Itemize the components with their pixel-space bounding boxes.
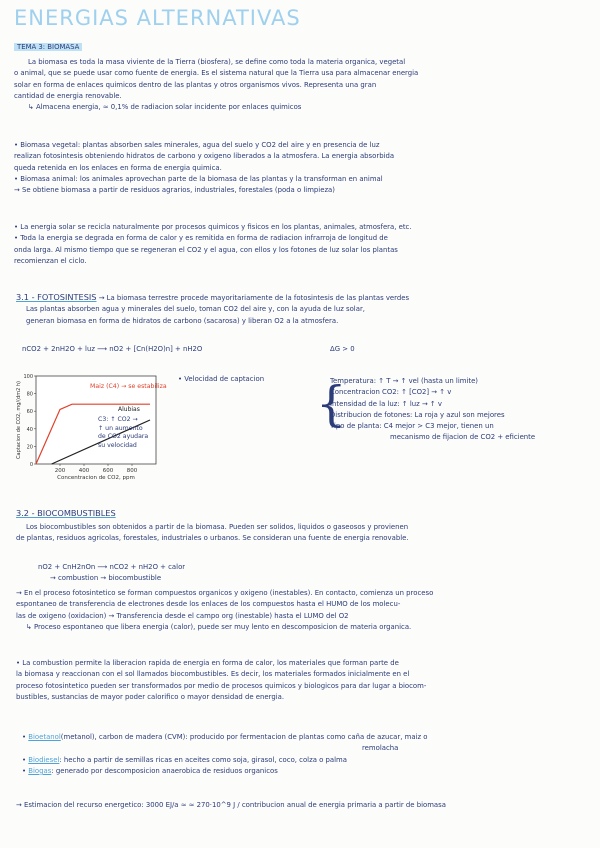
oxidation-paragraph [16,588,592,633]
text-line: ↳ Almacena energia, ≈ 0,1% de radiacion solar incidente por enlaces quimicos [28,103,302,112]
y-tick-label: 60 [26,409,33,416]
text-line: de CO2 ayudara [98,433,149,440]
text-line: Concentracion CO2: ↑ [CO2] → ↑ v [330,388,452,397]
delta-g: ΔG > 0 [330,345,355,353]
list-text: : generado por descomposicion anaerobica de residuos organicos [51,766,278,775]
section-title-biocombustibles [16,508,116,520]
section-fotosintesis [16,292,592,327]
energia-bullets [14,222,592,267]
y-tick-label: 0 [29,462,33,468]
alubias-label: Alubias [118,406,140,413]
text-line: • Toda la energia se degrada en forma de calor y es remitida en forma de radiacion infrarroja de longitud de [14,234,388,243]
tema-label: TEMA 3: BIOMASA [14,43,82,51]
x-axis-label: Concentracion de CO2, ppm [57,475,135,481]
text-line: las de oxigeno (oxidacion) → Transferencia desde el campo org (inestable) hasta el LUMO del O2 [16,611,349,620]
biomasa-bullets [14,140,592,196]
text-line: • La combustion permite la liberacion rapida de energia en forma de calor, los materiales que forman parte de [16,659,399,667]
text-line: Intensidad de la luz: ↑ luz → ↑ v [330,399,442,408]
text-line: o animal, que se puede usar como fuente de energia. Es el sistema natural que la Tierra usa para almacenar energia [14,69,419,78]
maiz-annotation: Maiz (C4) → se estabiliza [90,383,167,390]
text-line: Los biocombustibles son obtenidos a partir de la biomasa. Pueden ser solidos, liquidos o gaseosos y provienen [26,523,409,531]
text-line: queda retenida en los enlaces en forma de energia quimica. [14,163,222,172]
text-line: cantidad de energia renovable. [14,91,122,100]
y-tick-label: 100 [23,374,33,380]
text-line: → En el proceso fotosintetico se forman compuestos organicos y oxigeno (inestables). En contacto, comienza un proceso [16,589,434,597]
text-line: nO2 + CnH2nOn ⟶ nCO2 + nH2O + calor [38,563,186,571]
text-line: Distribucion de fotones: La roja y azul son mejores [330,410,505,419]
list-term: Biodiesel [28,755,60,764]
intro-paragraph [14,57,592,113]
text-line: → La biomasa terrestre procede mayoritariamente de la fotosintesis de las plantas verdes [98,294,410,302]
text-line: generan biomasa en forma de hidratos de carbono (sacarosa) y liberan O2 a la atmosfera. [26,316,339,325]
text-line: mecanismo de fijacion de CO2 + eficiente [390,433,536,442]
text-line: realizan fotosintesis obteniendo hidratos de carbono y oxigeno liberados a la atmosfera. La energia absorbida [14,152,395,161]
tema-heading [14,42,82,53]
text-line: Tipo de planta: C4 mejor > C3 mejor, tienen un [330,422,494,431]
text-line: → Se obtiene biomasa a partir de residuos agrarios, industriales, forestales (poda o limpieza) [14,186,335,195]
c3-annotation [98,416,148,450]
section-title-fotosintesis: 3.1 - FOTOSINTESIS [16,292,97,302]
page-title: ENERGIAS ALTERNATIVAS [14,6,301,30]
biocombustibles-intro [16,522,592,545]
text-line: La biomasa es toda la masa viviente de la Tierra (biosfera), se define como toda la materia organica, vegetal [28,58,406,66]
y-tick-label: 80 [26,391,33,398]
y-tick-label: 40 [26,426,33,433]
list-item: • Bioetanol(metanol), carbon de madera (CVM): producido por fermentacion de plantas como caña de azucar, maiz o [22,733,428,741]
text-line: Las plantas absorben agua y minerales del suelo, toman CO2 del aire y, con la ayuda de luz solar, [26,305,365,314]
text-line: su velocidad [98,441,137,449]
text-line: C3: ↑ CO2 → [98,416,138,423]
section-title-text: 3.2 - BIOCOMBUSTIBLES [16,508,116,518]
footer-estimate [16,800,592,811]
text-line: ↑ un aumento [98,424,143,432]
brace: { [316,376,347,432]
x-tick-label: 800 [126,468,138,474]
text-line: onda larga. Al mismo tiempo que se regeneran el CO2 y el agua, con ellos y los fotones de luz solar los plantas [14,245,398,254]
velocidad-label: • Velocidad de captacion [178,375,265,383]
list-term: Biogas [28,766,52,775]
y-tick-label: 20 [26,444,33,451]
x-tick-label: 200 [54,468,66,474]
text-line: remolacha [362,744,399,753]
photosynthesis-equation: nCO2 + 2nH2O + luz ⟶ nO2 + [Cn(H2O)n] + nH2O [22,345,203,353]
text-line: ↳ Proceso espontaneo que libera energia (calor), puede ser muy lento en descomposicion de materia organica. [26,622,412,631]
list-term: Bioetanol [28,733,61,741]
x-tick-label: 400 [78,468,90,474]
list-item: • Biogas: generado por descomposicion anaerobica de residuos organicos [22,766,278,775]
text-line: de plantas, residuos agricolas, forestales, industriales o urbanos. Se consideran una fuente de energia renovable. [16,534,409,543]
y-axis-label: Captacion de CO2, mg/(dm2 h) [16,381,22,459]
list-text: : hecho a partir de semillas ricas en aceites como soja, girasol, coco, colza o palma [59,755,347,764]
text-line: → combustion → biocombustible [50,574,162,583]
text-line: la biomasa y reaccionan con el sol llamados biocombustibles. Es decir, los materiales formados inicialmente en el [16,670,410,679]
text-line: solar en forma de enlaces quimicos dentro de las plantas y otros organismos vivos. Representa una gran [14,80,377,89]
text-line: bustibles, sustancias de mayor poder calorifico o mayor densidad de energia. [16,692,285,701]
text-line: → Estimacion del recurso energetico: 3000 EJ/a ≈ ≈ 270·10^9 J / contribucion anual de energia primaria a partir de biomasa [16,801,446,809]
velocidad-list [330,376,592,444]
list-text: (metanol), carbon de madera (CVM): producido por fermentacion de plantas como caña de azucar, maiz o [60,733,428,741]
text-line: recomienzan el ciclo. [14,256,87,265]
text-line: proceso fotosintetico pueden ser transformados por medio de procesos quimicos y biologicos para dar lugar a biocom- [16,681,427,690]
list-item: • Biodiesel: hecho a partir de semillas ricas en aceites como soja, girasol, coco, colza o palma [22,755,347,764]
text-line: • Biomasa vegetal: plantas absorben sales minerales, agua del suelo y CO2 del aire y en presencia de luz [14,141,380,149]
text-line: • Biomasa animal: los animales aprovechan parte de la biomasa de las plantas y la transforman en animal [14,174,383,183]
text-line: • La energia solar se recicla naturalmente por procesos quimicos y fisicos en los plantas, animales, atmosfera, etc. [14,223,412,231]
text-line: Temperatura: ↑ T → ↑ vel (hasta un limite) [330,377,478,385]
x-tick-label: 600 [102,468,114,474]
text-line: espontaneo de transferencia de electrones desde los enlaces de los compuestos hasta el HUMO de los molecu- [16,600,401,609]
biocombustible-list [22,732,592,777]
combustion-paragraph [16,658,592,703]
combustion-equation [38,562,185,585]
